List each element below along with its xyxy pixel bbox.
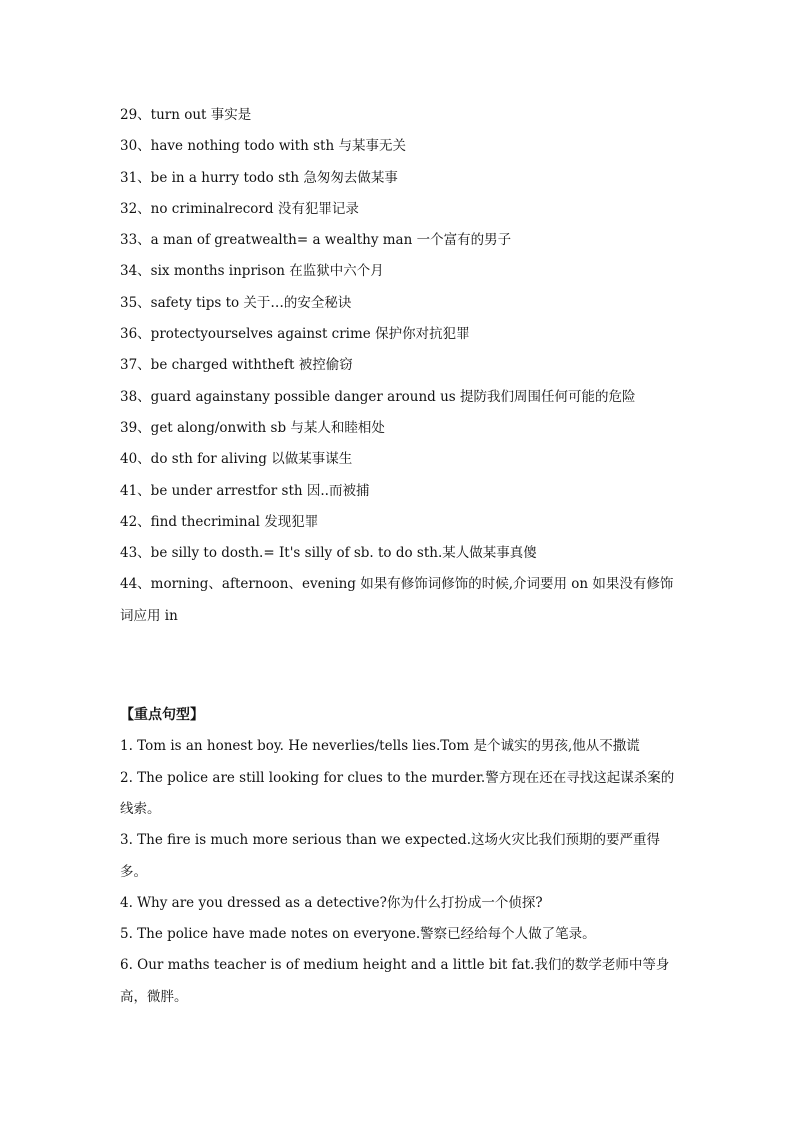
phrase-39: 39、get along/onwith sb 与某人和睦相处: [120, 419, 385, 436]
sentence-1: 1. Tom is an honest boy. He neverlies/tells lies.Tom 是个诚实的男孩,他从不撒谎: [120, 738, 640, 755]
phrase-36: 36、protectyourselves against crime 保护你对抗犯罪: [120, 326, 470, 343]
phrase-41: 41、be under arrestfor sth 因..而被捕: [120, 482, 370, 499]
phrase-34: 34、six months inprison 在监狱中六个月: [120, 263, 384, 280]
phrase-35: 35、safety tips to 关于…的安全秘诀: [120, 294, 352, 311]
sentence-5: 5. The police have made notes on everyone.警察已经给每个人做了笔录。: [120, 926, 596, 943]
phrase-37: 37、be charged withtheft 被控偷窃: [120, 357, 353, 374]
section-heading: 【重点句型】: [120, 707, 204, 724]
phrase-40: 40、do sth for aliving 以做某事谋生: [120, 451, 353, 468]
sentence-2: 2. The police are still looking for clues to the murder.警方现在还在寻找这起谋杀案的线索。: [120, 769, 675, 817]
document-content: [120, 100, 685, 1013]
phrase-30: 30、have nothing todo with sth 与某事无关: [120, 138, 406, 155]
phrase-44: 44、morning、afternoon、evening 如果有修饰词修饰的时候,介词要用 on 如果没有修饰词应用 in: [120, 576, 674, 624]
section-spacer: [120, 632, 685, 700]
phrase-42: 42、find thecriminal 发现犯罪: [120, 513, 319, 530]
phrase-31: 31、be in a hurry todo sth 急匆匆去做某事: [120, 169, 398, 186]
phrase-43: 43、be silly to dosth.= It's silly of sb. to do sth.某人做某事真傻: [120, 545, 537, 562]
sentence-3: 3. The fire is much more serious than we expected.这场火灾比我们预期的要严重得多。: [120, 832, 660, 880]
phrase-33: 33、a man of greatwealth= a wealthy man 一个富有的男子: [120, 232, 512, 249]
sentence-6: 6. Our maths teacher is of medium height and a little bit fat.我们的数学老师中等身高，微胖。: [120, 957, 670, 1005]
sentence-4: 4. Why are you dressed as a detective?你为什么打扮成一个侦探?: [120, 894, 543, 911]
phrase-29: 29、turn out 事实是: [120, 107, 252, 123]
phrase-32: 32、no criminalrecord 没有犯罪记录: [120, 200, 359, 217]
phrase-38: 38、guard againstany possible danger around us 提防我们周围任何可能的危险: [120, 388, 636, 405]
